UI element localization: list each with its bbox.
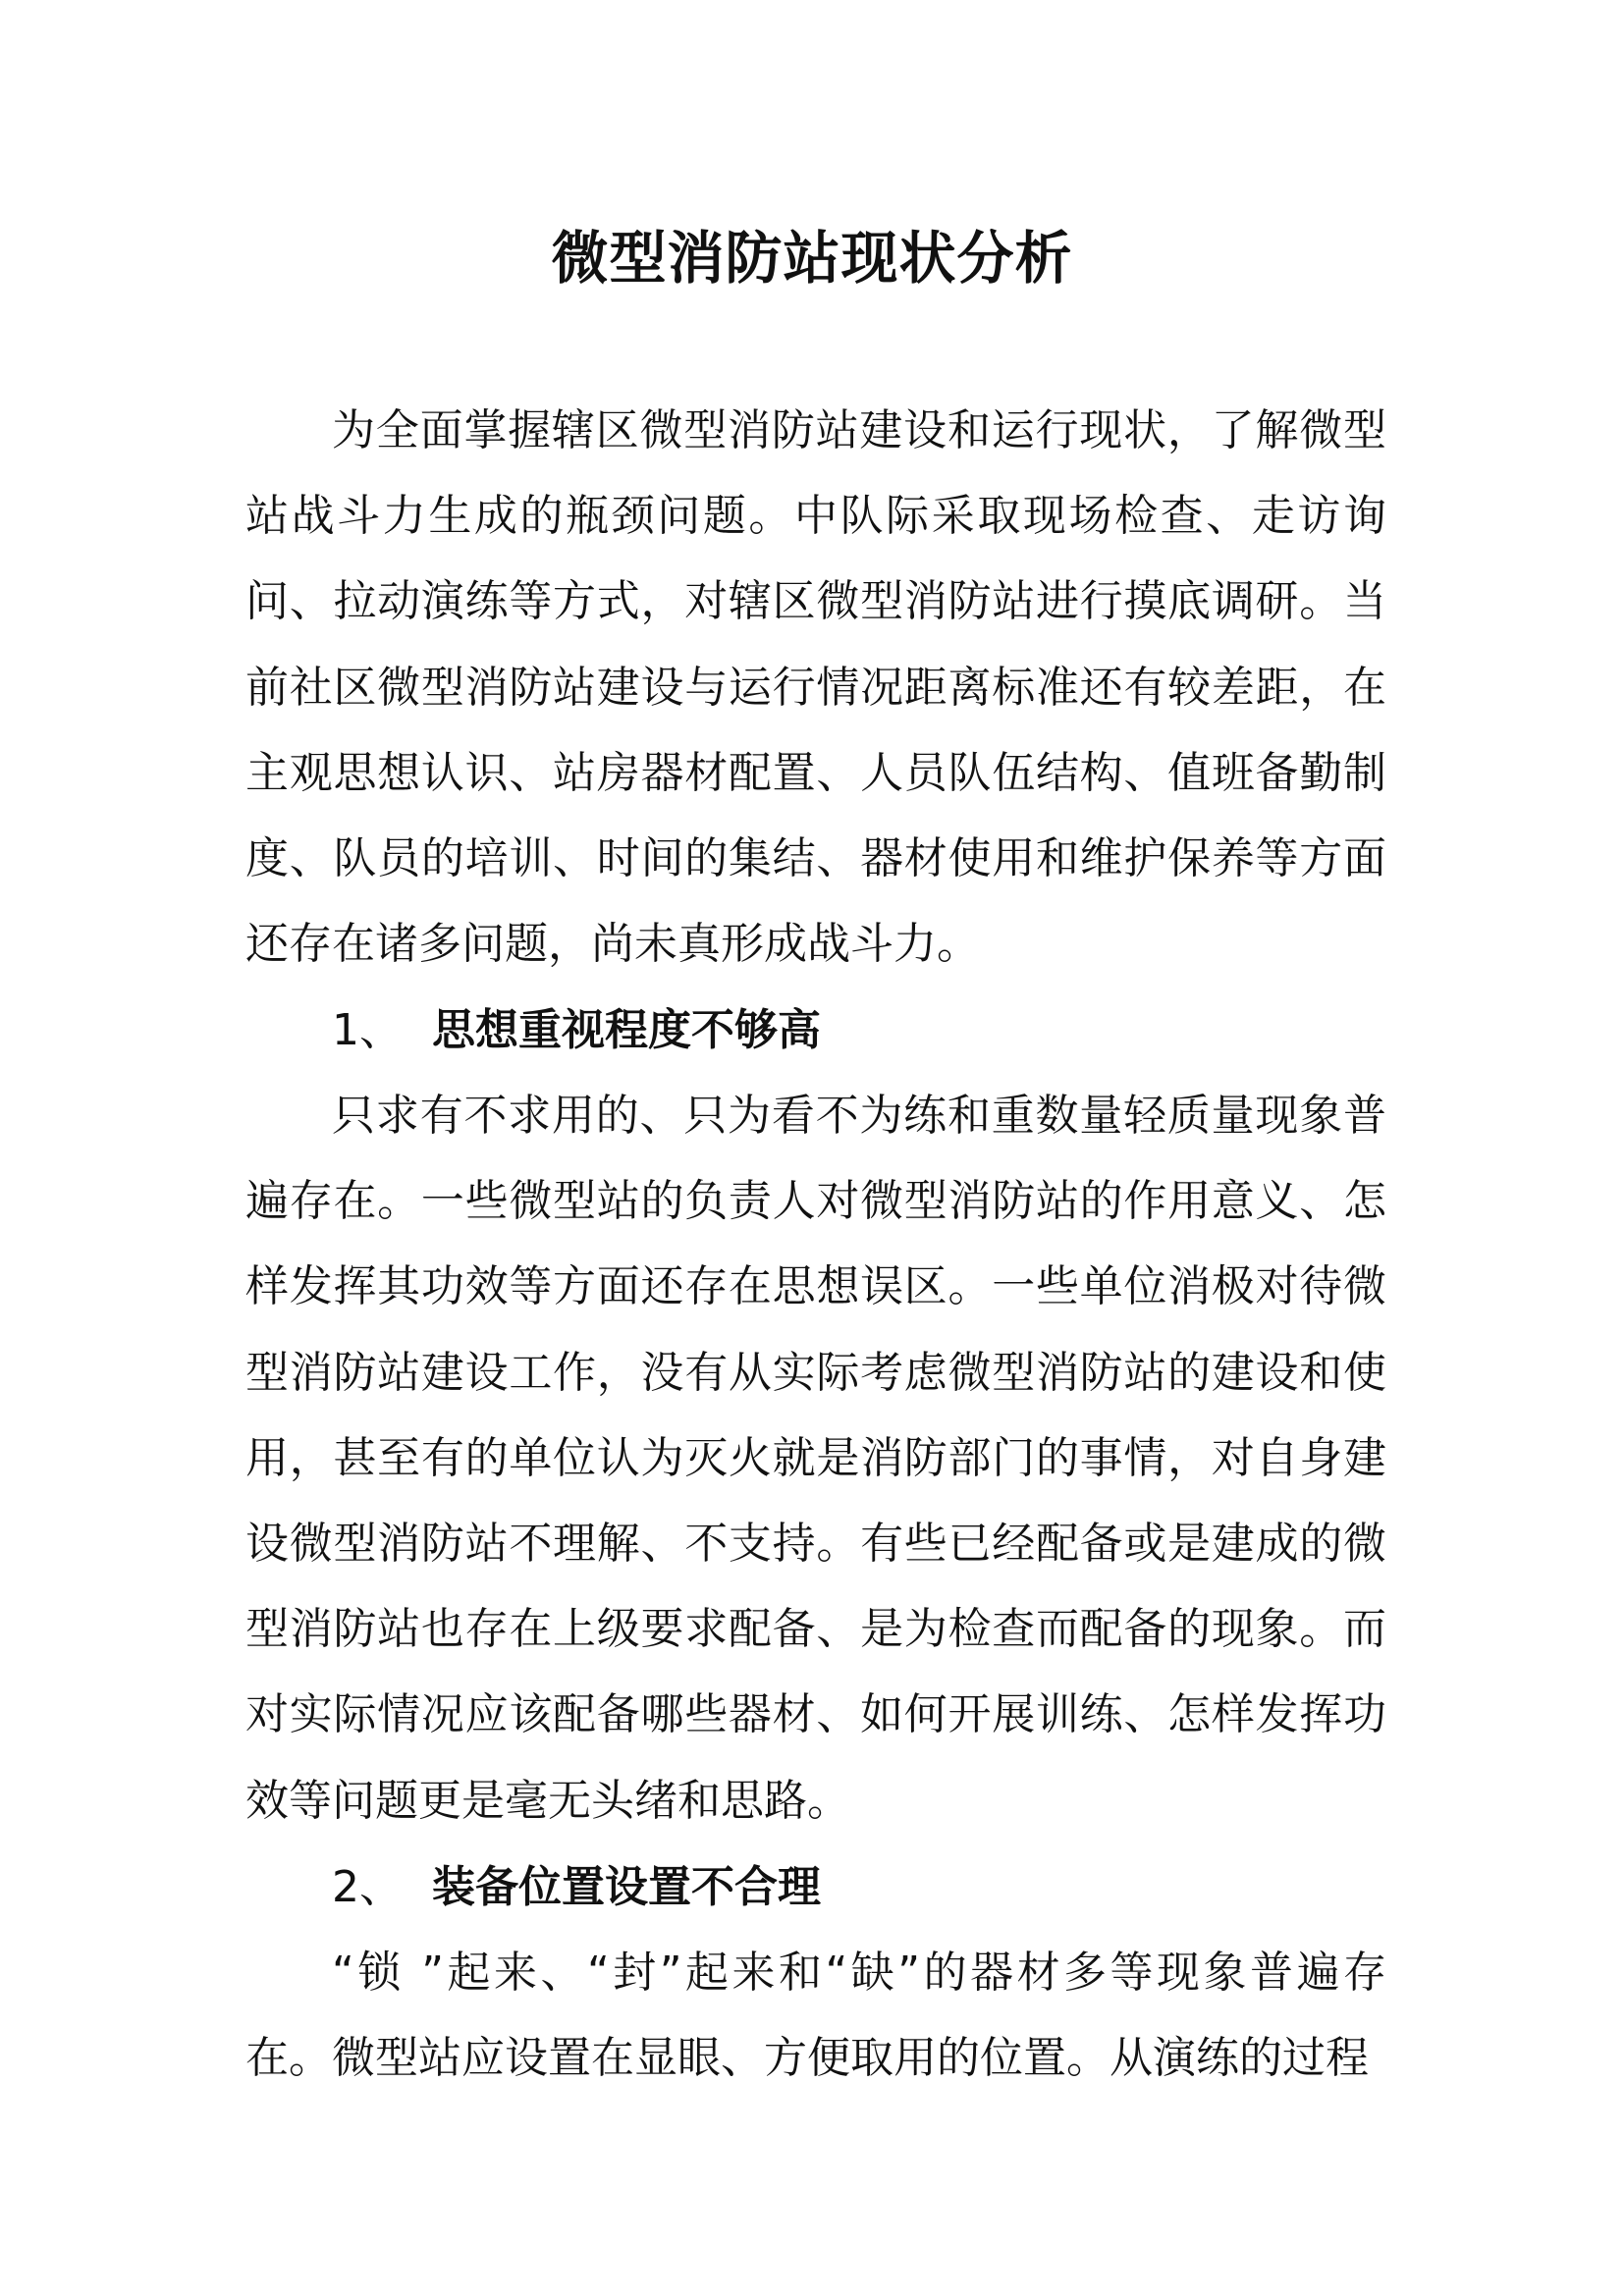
section-number-2: 2、 — [332, 1862, 403, 1912]
section-paragraph-1: 只求有不求用的、只为看不为练和重数量轻质量现象普遍存在。一些微型站的负责人对微型消防站的作用意义、怎样发挥其功效等方面还存在思想误区。一些单位消极对待微型消防站建设工作，没有从实际考虑微型消防站的建设和使用，甚至有的单位认为灭火就是消防部门的事情，对自身建设微型消防站不理解、不支持。有些已经配备或是建成的微型消防站也存在上级要求配备、是为检查而配备的现象。而对实际情况应该配备哪些器材、如何开展训练、怎样发挥功效等问题更是毫无头绪和思路。 — [245, 1091, 1386, 1826]
document-title: 微型消防站现状分析 — [551, 225, 1073, 292]
section-paragraph-2: “锁 ”起来、“封”起来和“缺”的器材多等现象普遍存在。微型站应设置在显眼、方便取用的位置。从演练的过程 — [245, 1948, 1386, 2084]
section-heading-text-2: 装备位置设置不合理 — [432, 1862, 821, 1912]
intro-paragraph: 为全面掌握辖区微型消防站建设和运行现状，了解微型站战斗力生成的瓶颈问题。中队际采取现场检查、走访询问、拉动演练等方式，对辖区微型消防站进行摸底调研。当前社区微型消防站建设与运行情况距离标准还有较差距，在主观思想认识、站房器材配置、人员队伍结构、值班备勤制度、队员的培训、时间的集结、器材使用和维护保养等方面还存在诸多问题，尚未真形成战斗力。 — [245, 405, 1386, 970]
section-heading-1 — [332, 988, 821, 1073]
section-heading-2 — [332, 1844, 821, 1930]
section-heading-text-1: 思想重视程度不够高 — [432, 1005, 821, 1055]
section-number-1: 1、 — [332, 1005, 403, 1055]
